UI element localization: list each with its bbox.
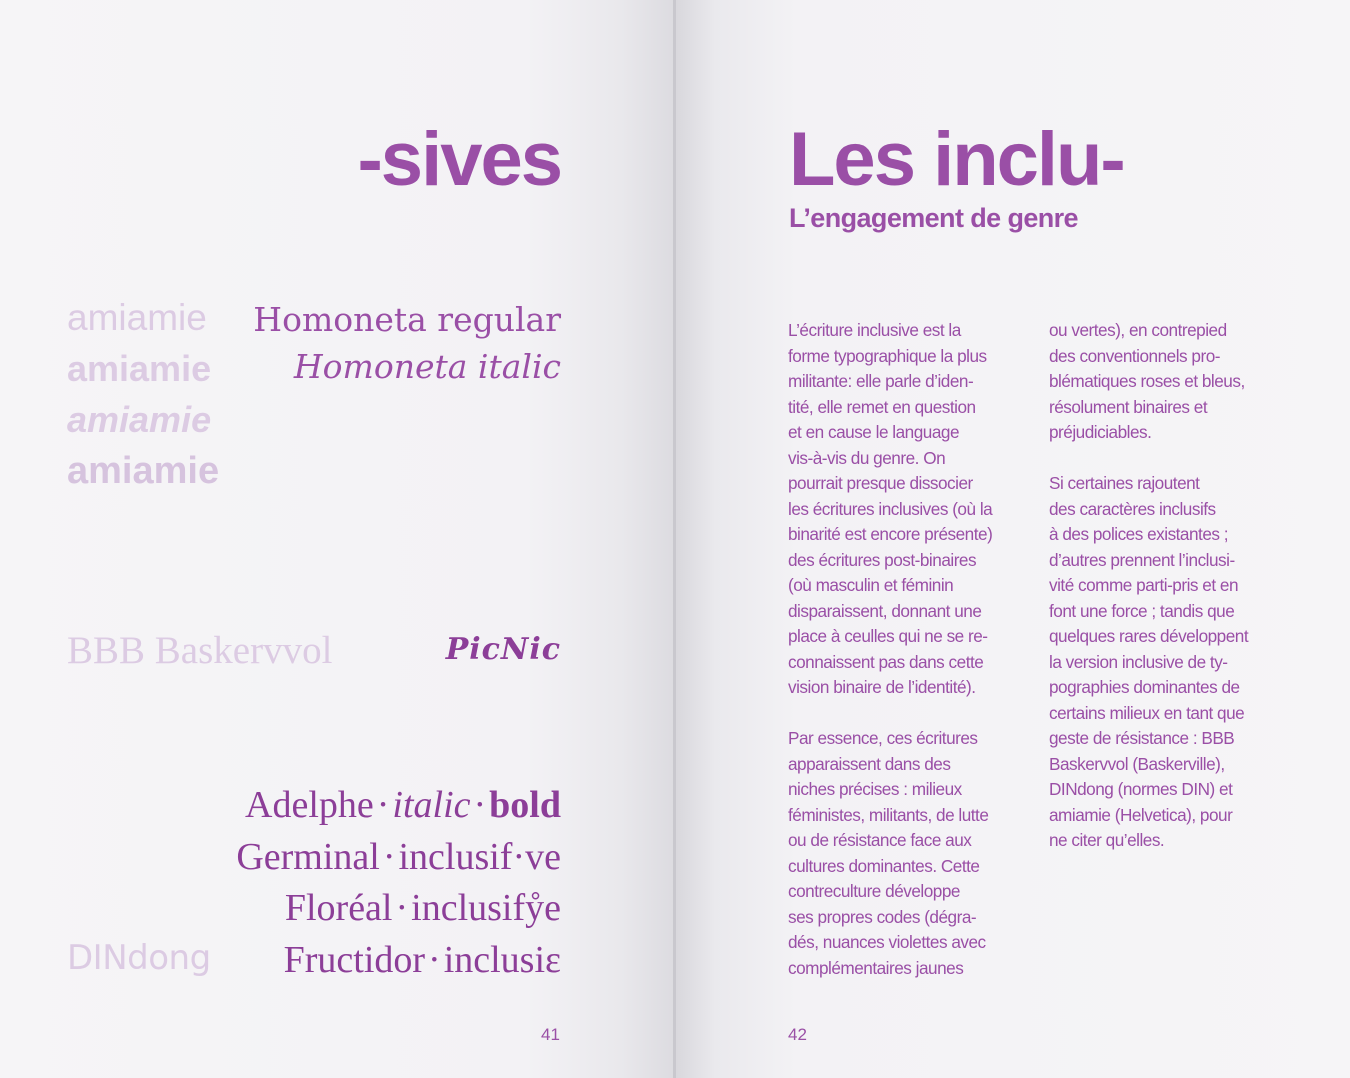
body-text-line: geste de résistance : BBB [1049,728,1235,748]
body-text-line: connaissent pas dans cette [788,651,984,672]
body-text-line: dés, nuances violettes avec [788,932,986,952]
body-text-line: forme typographique la plus [788,345,987,366]
body-text-line: Baskervvol (Baskerville), [1049,753,1225,774]
body-text-line: (où masculin et féminin [788,575,954,595]
body-text-line: apparaissent dans des [788,753,951,774]
body-text-column-2 [1049,318,1284,854]
body-text-line: contreculture développe [788,881,960,901]
body-text-line: vision binaire de l’identité). [788,677,976,697]
page-number-left: 41 [541,1025,560,1044]
amiamie-bold-sample: amiamie [67,450,220,492]
body-text-line: la version inclusive de ty- [1049,651,1228,672]
right-page-title: Les inclu- [789,117,1124,202]
body-text-line: des conventionnels pro- [1049,345,1220,366]
book-gutter [673,0,676,1078]
body-text-line: pourrait presque dissocier [788,473,973,493]
body-text-line: des écritures post-binaires [788,549,977,570]
body-text-line: militante: elle parle d’iden- [788,371,974,391]
paragraph-break [1049,446,1284,472]
homoneta-italic-sample: Homoneta italic [293,347,561,386]
body-text-line: ses propres codes (dégra- [788,906,977,927]
body-text-line: ou vertes), en contrepied [1049,320,1227,340]
body-text-line: résolument binaires et [1049,396,1208,417]
body-text-line: niches précises : milieux [788,779,962,799]
paragraph-break [788,701,1023,727]
body-text-line: complémentaires jaunes [788,957,964,978]
homoneta-regular-sample: Homoneta regular [253,300,561,339]
body-text-line: d’autres prennent l’inclusi- [1049,549,1235,570]
page-number-right: 42 [788,1025,807,1044]
amiamie-italic-sample: amiamie [67,399,212,440]
baskervvol-sample: BBB Baskervvol [67,629,333,672]
body-text-line: des caractères inclusifs [1049,498,1216,519]
picnic-sample: PicNic [445,632,561,667]
body-text-line: Si certaines rajoutent [1049,473,1200,493]
body-text-line: ou de résistance face aux [788,830,972,850]
body-text-line: blématiques roses et bleus, [1049,371,1245,391]
left-page-title: -sives [357,117,561,202]
dindong-sample: DINdong [67,938,211,978]
body-text-line: féministes, militants, de lutte [788,804,989,825]
right-page-subtitle: L’engagement de genre [789,203,1078,233]
body-text-line: quelques rares développent [1049,626,1249,646]
body-text-line: place à ceulles qui ne se re- [788,626,988,646]
body-text-line: amiamie (Helvetica), pour [1049,804,1233,825]
adelphe-sample: Adelphe·italic·bold [245,784,561,826]
body-text-line: disparaissent, donnant une [788,600,982,621]
body-text-column-1 [788,318,1023,981]
fructidor-sample: Fructidor·inclusiɛ [283,938,561,981]
body-text-line: préjudiciables. [1049,422,1152,442]
body-text-line: binarité est encore présente) [788,524,993,544]
body-text-line: font une force ; tandis que [1049,600,1235,621]
body-text-line: et en cause le language [788,422,960,442]
amiamie-medium-sample: amiamie [67,348,212,389]
body-text-line: pographies dominantes de [1049,677,1240,697]
body-text-line: les écritures inclusives (où la [788,498,993,519]
body-text-line: ne citer qu’elles. [1049,830,1165,850]
body-text-line: certains milieux en tant que [1049,702,1245,723]
body-text-line: Par essence, ces écritures [788,728,978,748]
body-text-line: tité, elle remet en question [788,396,976,417]
body-text-line: L’écriture inclusive est la [788,320,961,340]
body-text-line: à des polices existantes ; [1049,524,1229,544]
inclusive-font-list [236,780,561,986]
body-text-line: DINdong (normes DIN) et [1049,779,1233,799]
germinal-sample: Germinal·inclusif·ve [236,835,561,878]
body-text-line: cultures dominantes. Cette [788,855,980,876]
body-text-line: vis-à-vis du genre. On [788,447,946,468]
floreal-sample: Floréal·inclusifẙe [284,887,561,929]
amiamie-regular-sample: amiamie [67,297,207,338]
body-text-line: vité comme parti-pris et en [1049,575,1238,595]
